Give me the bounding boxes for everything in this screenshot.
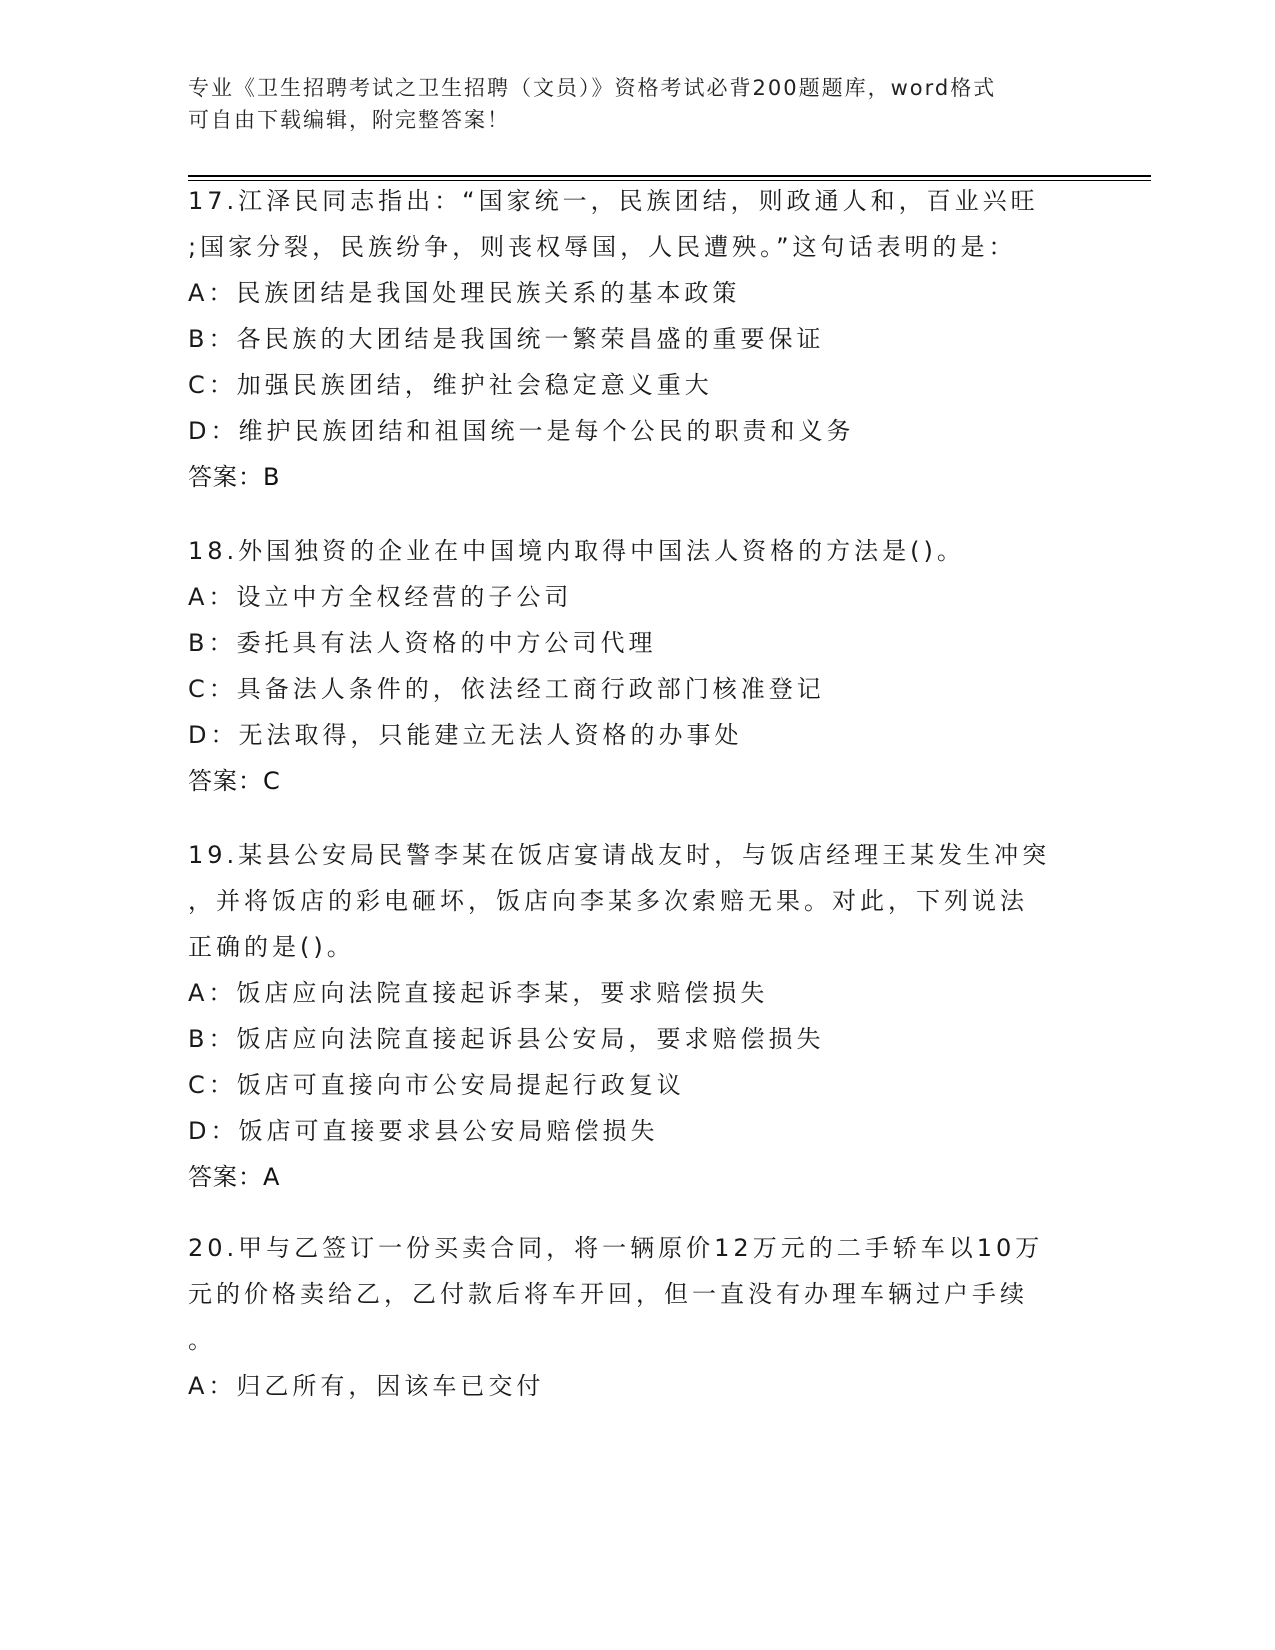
answer-line: 答案：C xyxy=(188,767,281,795)
question-stem-line: 。 xyxy=(188,1326,216,1354)
question-17 xyxy=(188,178,1088,500)
question-18 xyxy=(188,528,1088,804)
header-line-2: 可自由下载编辑，附完整答案！ xyxy=(188,108,510,132)
question-20 xyxy=(188,1225,1088,1409)
question-stem-line: ，并将饭店的彩电砸坏，饭店向李某多次索赔无果。对此，下列说法 xyxy=(188,887,1028,915)
question-stem-line: 20.甲与乙签订一份买卖合同，将一辆原价12万元的二手轿车以10万 xyxy=(188,1234,1044,1262)
question-stem-line: 17.江泽民同志指出：“国家统一，民族团结，则政通人和，百业兴旺 xyxy=(188,187,1039,215)
option-a: A：归乙所有，因该车已交付 xyxy=(188,1372,545,1400)
option-b: B：饭店应向法院直接起诉县公安局，要求赔偿损失 xyxy=(188,1025,825,1053)
question-stem-line: 元的价格卖给乙，乙付款后将车开回，但一直没有办理车辆过户手续 xyxy=(188,1280,1028,1308)
option-c: C：加强民族团结，维护社会稳定意义重大 xyxy=(188,371,713,399)
option-a: A：饭店应向法院直接起诉李某，要求赔偿损失 xyxy=(188,979,769,1007)
document-header xyxy=(188,72,1068,136)
option-b: B：各民族的大团结是我国统一繁荣昌盛的重要保证 xyxy=(188,325,825,353)
question-stem-line: ;国家分裂，民族纷争，则丧权辱国，人民遭殃。”这句话表明的是： xyxy=(188,233,1017,261)
option-a: A：设立中方全权经营的子公司 xyxy=(188,583,573,611)
header-divider-thick xyxy=(188,175,1151,177)
option-d: D：无法取得，只能建立无法人资格的办事处 xyxy=(188,721,743,749)
option-c: C：具备法人条件的，依法经工商行政部门核准登记 xyxy=(188,675,825,703)
header-line-1: 专业《卫生招聘考试之卫生招聘（文员）》资格考试必背200题题库，word格式 xyxy=(188,76,997,100)
option-b: B：委托具有法人资格的中方公司代理 xyxy=(188,629,657,657)
question-stem-line: 19.某县公安局民警李某在饭店宴请战友时，与饭店经理王某发生冲突 xyxy=(188,841,1051,869)
question-stem-line: 18.外国独资的企业在中国境内取得中国法人资格的方法是()。 xyxy=(188,537,965,565)
question-19 xyxy=(188,832,1088,1200)
option-d: D：维护民族团结和祖国统一是每个公民的职责和义务 xyxy=(188,417,855,445)
option-d: D：饭店可直接要求县公安局赔偿损失 xyxy=(188,1117,659,1145)
option-c: C：饭店可直接向市公安局提起行政复议 xyxy=(188,1071,685,1099)
option-a: A：民族团结是我国处理民族关系的基本政策 xyxy=(188,279,741,307)
answer-line: 答案：B xyxy=(188,463,281,491)
question-stem-line: 正确的是()。 xyxy=(188,933,355,961)
answer-line: 答案：A xyxy=(188,1163,281,1191)
